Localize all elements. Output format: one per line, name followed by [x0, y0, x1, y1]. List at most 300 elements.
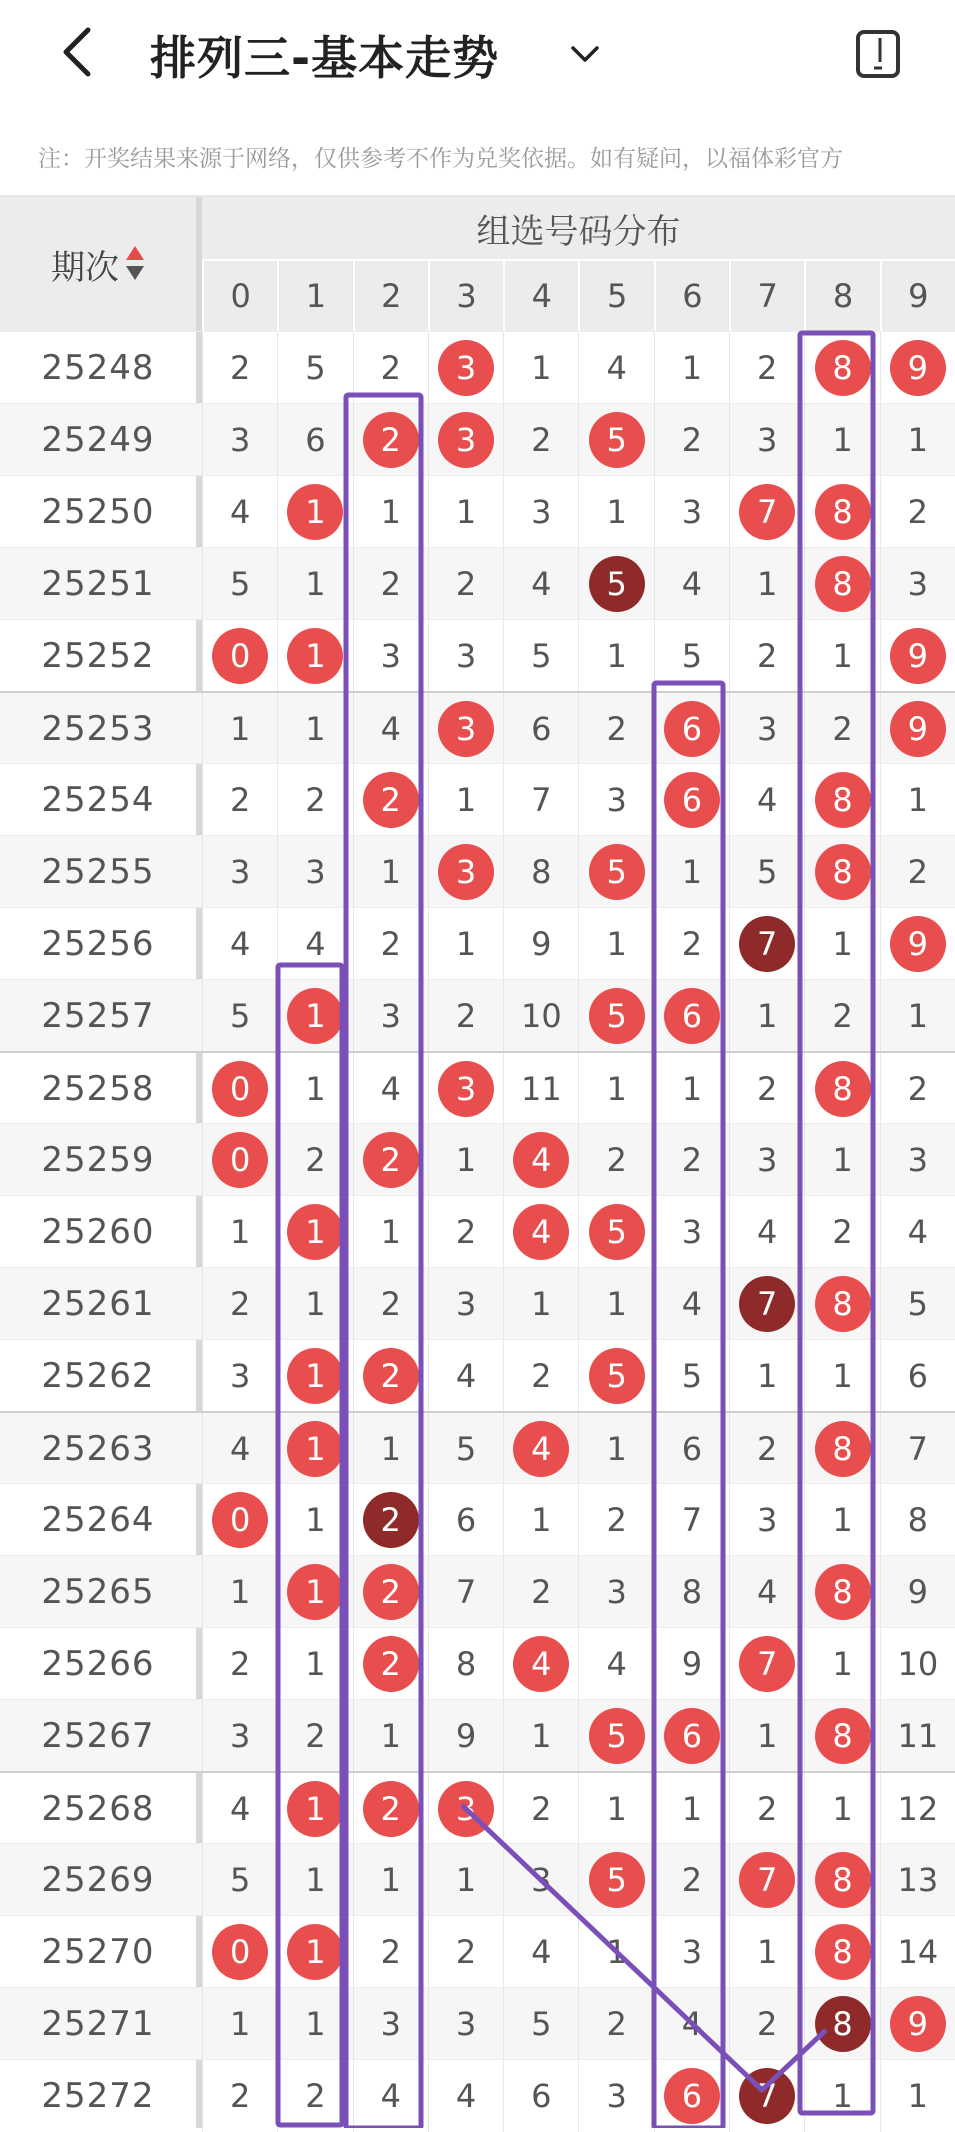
omission-count: 1: [229, 2005, 251, 2043]
distribution-cell: [202, 908, 277, 980]
distribution-cell: [503, 1628, 578, 1700]
distribution-cell: [578, 980, 653, 1052]
omission-count: 1: [606, 1430, 627, 1468]
distribution-cell: [804, 1053, 879, 1125]
period-number: 25258: [41, 1069, 155, 1109]
table-row: [0, 1771, 955, 1843]
omission-count: 2: [757, 1070, 778, 1108]
distribution-cell: [428, 1700, 503, 1772]
distribution-cell: [428, 1413, 503, 1485]
digit-header-4: 4: [503, 261, 578, 331]
distribution-cell: [503, 548, 578, 620]
distribution-cell: [880, 1844, 955, 1916]
distribution-cell: [503, 1413, 578, 1485]
omission-count: 1: [832, 1645, 853, 1683]
omission-count: 1: [305, 565, 326, 603]
distribution-cell: [428, 693, 503, 765]
distribution-cell: [353, 693, 428, 765]
omission-count: 9: [907, 1573, 928, 1611]
distribution-cell: [578, 693, 653, 765]
distribution-cell: [503, 836, 578, 908]
distribution-cell: [804, 1844, 879, 1916]
distribution-cell: [578, 332, 653, 404]
distribution-cell: [353, 980, 428, 1052]
distribution-cell: [277, 980, 352, 1052]
distribution-cell: [578, 1124, 653, 1196]
period-number: 25261: [41, 1284, 155, 1324]
omission-count: 2: [757, 1430, 778, 1468]
period-number: 25264: [41, 1500, 155, 1540]
omission-count: 4: [229, 1790, 251, 1828]
table-row: [0, 331, 955, 403]
omission-count: 7: [531, 781, 552, 819]
distribution-cell: [503, 1053, 578, 1125]
distribution-cell: [202, 1124, 277, 1196]
distribution-cell: [654, 1916, 729, 1988]
omission-count: 1: [380, 1861, 401, 1899]
sort-icon[interactable]: [125, 244, 145, 284]
omission-count: 1: [305, 1070, 326, 1108]
distribution-cell: [503, 2060, 578, 2132]
distribution-cell: [578, 1700, 653, 1772]
distribution-cell: [880, 1628, 955, 1700]
omission-count: 3: [681, 493, 703, 531]
drawn-number-ball: 2: [363, 1132, 419, 1188]
omission-count: 3: [757, 710, 778, 748]
distribution-cell: [729, 1484, 804, 1556]
drawn-number-ball: 5: [589, 1852, 645, 1908]
omission-count: 4: [305, 925, 326, 963]
distribution-cell: [428, 1628, 503, 1700]
distribution-cell: [880, 548, 955, 620]
distribution-cell: [202, 1700, 277, 1772]
omission-count: 8: [531, 853, 552, 891]
distribution-cell: [353, 1916, 428, 1988]
distribution-cell: [880, 1773, 955, 1845]
distribution-cell: [503, 980, 578, 1052]
distribution-cell: [353, 1556, 428, 1628]
drawn-number-ball: 9: [890, 916, 946, 972]
drawn-number-ball: 5: [589, 1348, 645, 1404]
drawn-number-ball: 7: [739, 484, 795, 540]
omission-count: 3: [606, 781, 627, 819]
distribution-cell: [729, 1700, 804, 1772]
distribution-cell: [804, 1413, 879, 1485]
drawn-number-ball: 4: [513, 1204, 569, 1260]
digit-header-9: 9: [880, 261, 955, 331]
distribution-cell: [503, 1988, 578, 2060]
distribution-cell: [804, 548, 879, 620]
distribution-cell: [277, 1628, 352, 1700]
omission-count: 2: [606, 1141, 627, 1179]
distribution-cell: [578, 1268, 653, 1340]
table-row: [0, 907, 955, 979]
omission-count: 3: [229, 1357, 251, 1395]
omission-count: 2: [455, 997, 477, 1035]
distribution-cell: [654, 620, 729, 692]
drawn-number-ball: 1: [287, 1564, 343, 1620]
distribution-cell: [880, 332, 955, 404]
omission-count: 3: [681, 1213, 703, 1251]
distribution-cell: [578, 476, 653, 548]
distribution-cell: [202, 1268, 277, 1340]
omission-count: 2: [832, 710, 853, 748]
drawn-number-ball: 1: [287, 988, 343, 1044]
omission-count: 1: [606, 1790, 627, 1828]
omission-count: 9: [531, 925, 552, 963]
distribution-cell: [729, 1773, 804, 1845]
distribution-cell: [353, 1196, 428, 1268]
distribution-cell: [654, 1196, 729, 1268]
distribution-cell: [804, 1628, 879, 1700]
distribution-cell: [654, 1628, 729, 1700]
omission-count: 5: [907, 1285, 928, 1323]
omission-count: 4: [757, 1573, 778, 1611]
period-number: 25271: [41, 2004, 155, 2044]
drawn-number-ball-repeat: 5: [589, 556, 645, 612]
distribution-cell: [804, 404, 879, 476]
drawn-number-ball: 6: [664, 1708, 720, 1764]
distribution-cell: [428, 1773, 503, 1845]
distribution-cell: [277, 1340, 352, 1412]
drawn-number-ball: 0: [212, 1924, 268, 1980]
omission-count: 6: [455, 1501, 477, 1539]
distribution-cell: [729, 1916, 804, 1988]
drawn-number-ball: 8: [815, 1276, 871, 1332]
drawn-number-ball: 8: [815, 484, 871, 540]
omission-count: 3: [455, 637, 477, 675]
omission-count: 4: [606, 1645, 627, 1683]
omission-count: 3: [757, 1501, 778, 1539]
distribution-cell: [202, 1916, 277, 1988]
distribution-cell: [202, 620, 277, 692]
distribution-cell: [578, 1413, 653, 1485]
distribution-cell: [654, 1484, 729, 1556]
omission-count: 2: [305, 2077, 326, 2115]
distribution-cell: [503, 1124, 578, 1196]
drawn-number-ball: 9: [890, 1996, 946, 2052]
drawn-number-ball-repeat: 7: [739, 916, 795, 972]
omission-count: 10: [520, 997, 562, 1035]
omission-count: 1: [832, 421, 853, 459]
omission-count: 2: [229, 1285, 251, 1323]
distribution-cell: [503, 1268, 578, 1340]
distribution-cell: [804, 1916, 879, 1988]
page-title: 排列三-基本走势: [150, 31, 500, 85]
group-distribution-header: 组选号码分布: [202, 197, 955, 259]
table-row: [0, 2059, 955, 2131]
distribution-cell: [654, 836, 729, 908]
distribution-cell: [729, 476, 804, 548]
distribution-cell: [654, 1053, 729, 1125]
period-number: 25267: [41, 1716, 155, 1756]
omission-count: 2: [757, 349, 778, 387]
distribution-cell: [503, 404, 578, 476]
omission-count: 4: [229, 925, 251, 963]
period-number: 25249: [41, 420, 155, 460]
drawn-number-ball: 2: [363, 1564, 419, 1620]
table-row: [0, 1051, 955, 1123]
distribution-cell: [353, 1053, 428, 1125]
distribution-cell: [277, 1413, 352, 1485]
distribution-cell: [880, 1340, 955, 1412]
distribution-cell: [202, 1484, 277, 1556]
omission-count: 2: [380, 1285, 401, 1323]
drawn-number-ball: 8: [815, 1852, 871, 1908]
omission-count: 4: [907, 1213, 928, 1251]
distribution-cell: [277, 1053, 352, 1125]
distribution-cell: [880, 693, 955, 765]
period-number: 25265: [41, 1572, 155, 1612]
distribution-cell: [428, 548, 503, 620]
omission-count: 1: [606, 1070, 627, 1108]
omission-count: 1: [380, 1430, 401, 1468]
omission-count: 4: [757, 781, 778, 819]
omission-count: 3: [229, 1717, 251, 1755]
distribution-cell: [654, 404, 729, 476]
table-row: [0, 1267, 955, 1339]
omission-count: 2: [531, 1357, 552, 1395]
drawn-number-ball-repeat: 7: [739, 1276, 795, 1332]
distribution-cell: [578, 1628, 653, 1700]
distribution-cell: [578, 548, 653, 620]
distribution-cell: [578, 1773, 653, 1845]
omission-count: 2: [380, 925, 401, 963]
drawn-number-ball: 2: [363, 1348, 419, 1404]
omission-count: 13: [897, 1861, 939, 1899]
drawn-number-ball-repeat: 8: [815, 1996, 871, 2052]
distribution-cell: [277, 404, 352, 476]
period-number: 25257: [41, 996, 155, 1036]
digit-header-1: 1: [277, 261, 352, 331]
drawn-number-ball: 4: [513, 1421, 569, 1477]
omission-count: 1: [832, 2077, 853, 2115]
omission-count: 1: [681, 853, 703, 891]
distribution-cell: [654, 1556, 729, 1628]
distribution-cell: [277, 1700, 352, 1772]
distribution-cell: [654, 332, 729, 404]
distribution-cell: [880, 1484, 955, 1556]
distribution-cell: [503, 764, 578, 836]
drawn-number-ball: 3: [438, 1061, 494, 1117]
omission-count: 2: [757, 2005, 778, 2043]
distribution-cell: [353, 1413, 428, 1485]
distribution-cell: [578, 1196, 653, 1268]
drawn-number-ball: 4: [513, 1636, 569, 1692]
table-row: [0, 979, 955, 1051]
drawn-number-ball: 2: [363, 412, 419, 468]
omission-count: 2: [606, 2005, 627, 2043]
distribution-cell: [503, 1773, 578, 1845]
distribution-cell: [729, 620, 804, 692]
back-button[interactable]: [50, 22, 110, 82]
omission-count: 2: [681, 1141, 703, 1179]
distribution-cell: [277, 332, 352, 404]
omission-count: 3: [229, 421, 251, 459]
drawn-number-ball: 1: [287, 484, 343, 540]
omission-count: 3: [455, 2005, 477, 2043]
omission-count: 6: [907, 1357, 928, 1395]
distribution-cell: [578, 1988, 653, 2060]
distribution-cell: [277, 1268, 352, 1340]
omission-count: 1: [606, 1933, 627, 1971]
omission-count: 2: [305, 1141, 326, 1179]
omission-count: 1: [757, 997, 778, 1035]
digit-header-3: 3: [428, 261, 503, 331]
distribution-cell: [353, 1700, 428, 1772]
distribution-cell: [729, 693, 804, 765]
period-column-header[interactable]: [0, 197, 196, 331]
period-number: 25253: [41, 709, 155, 749]
distribution-cell: [202, 764, 277, 836]
distribution-cell: [503, 908, 578, 980]
omission-count: 6: [531, 2077, 552, 2115]
distribution-cell: [277, 1773, 352, 1845]
omission-count: 2: [229, 781, 251, 819]
omission-count: 1: [229, 1213, 251, 1251]
distribution-cell: [428, 1556, 503, 1628]
period-number: 25266: [41, 1644, 155, 1684]
omission-count: 1: [757, 565, 778, 603]
distribution-cell: [729, 2060, 804, 2132]
omission-count: 2: [681, 925, 703, 963]
distribution-cell: [654, 1773, 729, 1845]
distribution-cell: [729, 1268, 804, 1340]
omission-count: 5: [757, 853, 778, 891]
digit-header-row: [202, 261, 955, 331]
distribution-cell: [729, 1053, 804, 1125]
drawn-number-ball: 7: [739, 1852, 795, 1908]
omission-count: 3: [606, 2077, 627, 2115]
period-number: 25255: [41, 852, 155, 892]
omission-count: 1: [681, 1790, 703, 1828]
distribution-cell: [578, 764, 653, 836]
drawn-number-ball: 8: [815, 556, 871, 612]
distribution-cell: [277, 620, 352, 692]
distribution-cell: [277, 1916, 352, 1988]
distribution-cell: [729, 1340, 804, 1412]
omission-count: 4: [606, 349, 627, 387]
drawn-number-ball: 2: [363, 772, 419, 828]
table-row: [0, 763, 955, 835]
distribution-cell: [804, 908, 879, 980]
omission-count: 1: [531, 1285, 552, 1323]
distribution-cell: [353, 476, 428, 548]
distribution-cell: [428, 908, 503, 980]
omission-count: 4: [380, 2077, 401, 2115]
omission-count: 1: [305, 2005, 326, 2043]
omission-count: 2: [606, 1501, 627, 1539]
omission-count: 4: [229, 1430, 251, 1468]
digit-header-8: 8: [804, 261, 879, 331]
distribution-cell: [804, 1484, 879, 1556]
top-bar: [0, 0, 955, 110]
period-number: 25262: [41, 1356, 155, 1396]
distribution-cell: [729, 1556, 804, 1628]
drawn-number-ball: 2: [363, 1636, 419, 1692]
distribution-cell: [353, 1988, 428, 2060]
distribution-cell: [428, 332, 503, 404]
omission-count: 11: [897, 1717, 939, 1755]
omission-count: 5: [531, 2005, 552, 2043]
distribution-cell: [202, 1413, 277, 1485]
drawn-number-ball: 5: [589, 1708, 645, 1764]
omission-count: 5: [681, 637, 703, 675]
omission-count: 1: [455, 1861, 477, 1899]
distribution-cell: [202, 693, 277, 765]
omission-count: 3: [681, 1933, 703, 1971]
drawn-number-ball: 1: [287, 1781, 343, 1837]
drawn-number-ball: 3: [438, 340, 494, 396]
distribution-cell: [804, 836, 879, 908]
omission-count: 5: [681, 1357, 703, 1395]
distribution-cell: [428, 620, 503, 692]
omission-count: 1: [229, 710, 251, 748]
omission-count: 1: [380, 1717, 401, 1755]
omission-count: 3: [229, 853, 251, 891]
distribution-cell: [578, 908, 653, 980]
distribution-cell: [277, 548, 352, 620]
omission-count: 1: [305, 1501, 326, 1539]
chevron-down-icon[interactable]: [565, 34, 605, 74]
distribution-cell: [880, 2060, 955, 2132]
omission-count: 4: [531, 565, 552, 603]
omission-count: 4: [380, 710, 401, 748]
omission-count: 1: [606, 925, 627, 963]
distribution-cell: [804, 2060, 879, 2132]
distribution-cell: [578, 2060, 653, 2132]
distribution-cell: [353, 332, 428, 404]
omission-count: 2: [681, 1861, 703, 1899]
omission-count: 2: [907, 493, 928, 531]
distribution-cell: [729, 404, 804, 476]
distribution-cell: [353, 1773, 428, 1845]
distribution-cell: [353, 1844, 428, 1916]
distribution-cell: [880, 1556, 955, 1628]
omission-count: 1: [757, 1717, 778, 1755]
distribution-cell: [428, 1340, 503, 1412]
distribution-cell: [428, 476, 503, 548]
distribution-cell: [202, 1556, 277, 1628]
distribution-cell: [503, 693, 578, 765]
distribution-cell: [353, 836, 428, 908]
omission-count: 1: [305, 1861, 326, 1899]
omission-count: 1: [832, 1790, 853, 1828]
distribution-cell: [578, 1556, 653, 1628]
distribution-cell: [353, 764, 428, 836]
trend-table-body: [0, 331, 955, 2131]
distribution-cell: [503, 1340, 578, 1412]
distribution-cell: [880, 1053, 955, 1125]
distribution-cell: [503, 1196, 578, 1268]
distribution-cell: [277, 1844, 352, 1916]
omission-count: 3: [455, 1285, 477, 1323]
omission-count: 1: [455, 925, 477, 963]
omission-count: 8: [455, 1645, 477, 1683]
omission-count: 2: [229, 2077, 251, 2115]
distribution-cell: [353, 908, 428, 980]
drawn-number-ball: 1: [287, 1204, 343, 1260]
omission-count: 4: [681, 2005, 703, 2043]
distribution-cell: [880, 404, 955, 476]
omission-count: 5: [229, 565, 251, 603]
table-row: [0, 619, 955, 691]
omission-count: 1: [606, 1285, 627, 1323]
distribution-cell: [353, 1268, 428, 1340]
distribution-cell: [428, 2060, 503, 2132]
phone-icon[interactable]: [852, 28, 904, 80]
disclaimer-notice: 注：开奖结果来源于网络，仅供参考不作为兑奖依据。如有疑问，以福体彩官方: [38, 146, 843, 172]
